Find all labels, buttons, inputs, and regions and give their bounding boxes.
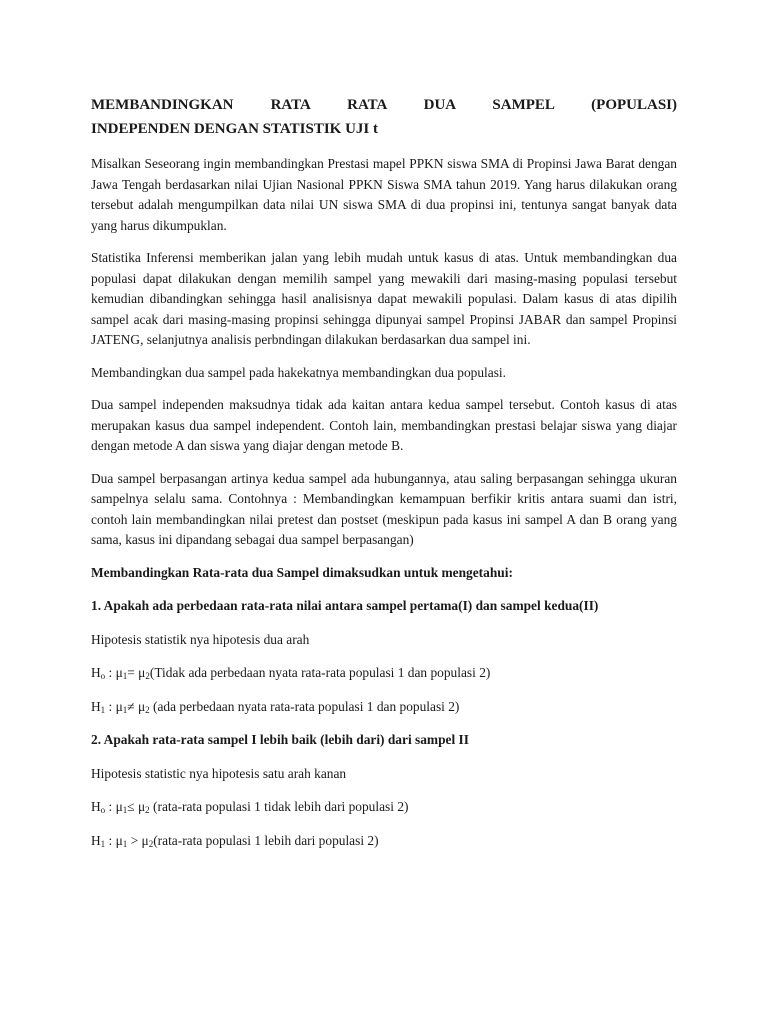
operator: ≤ μ [127, 799, 146, 814]
mu-symbol: : μ [105, 799, 123, 814]
title-line-1: MEMBANDINGKAN RATA RATA DUA SAMPEL (POPULASI) [91, 97, 677, 113]
question-1-h1 [91, 697, 677, 718]
mu-sub-2: 2 [145, 704, 150, 715]
question-1-h0 [91, 663, 677, 684]
document-page [91, 93, 677, 864]
question-2-heading: 2. Apakah rata-rata sampel I lebih baik (lebih dari) dari sampel II [91, 732, 469, 747]
h1-sub: 1 [100, 704, 106, 715]
h1-label: H [91, 832, 101, 848]
h1-label: H [91, 698, 101, 714]
mu-sub-1: 1 [122, 805, 128, 815]
question-2-intro: Hipotesis statistic nya hipotesis satu arah kanan [91, 765, 347, 781]
question-2-h0 [91, 797, 677, 818]
mu-symbol: : μ [105, 698, 123, 714]
h1-sub: 1 [100, 838, 106, 849]
h0-description: (Tidak ada perbedaan nyata rata-rata populasi 1 dan populasi 2) [149, 665, 491, 680]
h1-description: (rata-rata populasi 1 lebih dari populasi 2) [153, 832, 379, 848]
paragraph: Membandingkan dua sampel pada hakekatnya membandingkan dua populasi. [91, 364, 506, 380]
mu-sub-1: 1 [122, 671, 128, 681]
question-2-h1 [91, 831, 677, 852]
mu-sub-2: 2 [145, 805, 150, 815]
h1-description: (ada perbedaan nyata rata-rata populasi 1 dan populasi 2) [149, 698, 460, 714]
h0-label: H [91, 665, 101, 680]
h0-label: H [91, 799, 101, 814]
paragraph: Dua sampel independen maksudnya tidak ada kaitan antara kedua sampel tersebut. Contoh kasus di atas merupakan kasus dua sampel independent. Contoh lain, membandingkan prestasi belajar siswa yang diajar dengan metode A dan siswa yang diajar dengan metode B. [91, 397, 677, 453]
mu-sub-1: 1 [122, 838, 128, 849]
mu-sub-2: 2 [148, 838, 154, 849]
mu-symbol: : μ [105, 832, 123, 848]
title-line-2: INDEPENDEN DENGAN STATISTIK UJI t [91, 121, 378, 137]
operator: > μ [127, 832, 149, 848]
mu-sub-2: 2 [145, 671, 150, 681]
operator: = μ [127, 665, 146, 680]
operator: ≠ μ [127, 698, 146, 714]
h0-sub: o [100, 671, 106, 681]
paragraph: Statistika Inferensi memberikan jalan yang lebih mudah untuk kasus di atas. Untuk membandingkan dua populasi dapat dilakukan dengan memilih sampel yang mewakili dari masing-masing populasi tersebut kemudian dibandingkan sehingga hasil analisisnya dapat mewakili populasi. Dalam kasus di atas dipilih sampel acak dari masing-masing propinsi sehingga dipunyai sampel Propinsi JABAR dan sampel Propinsi JATENG, selanjutnya analisis perbndingan dilakukan berdasarkan dua sampel ini. [91, 250, 677, 347]
document-title [91, 93, 677, 141]
mu-symbol: : μ [105, 665, 123, 680]
paragraph: Misalkan Seseorang ingin membandingkan Prestasi mapel PPKN siswa SMA di Propinsi Jawa Barat dengan Jawa Tengah berdasarkan nilai Ujian Nasional PPKN Siswa SMA tahun 2019. Yang harus dilakukan orang tersebut adalah mengumpilkan data nilai UN siswa SMA di dua propinsi ini, tentunya sangat banyak data yang harus dikumpuklan. [91, 156, 677, 233]
section-heading: Membandingkan Rata-rata dua Sampel dimaksudkan untuk mengetahui: [91, 564, 513, 580]
mu-sub-1: 1 [122, 704, 128, 715]
question-1-heading: 1. Apakah ada perbedaan rata-rata nilai antara sampel pertama(I) dan sampel kedua(II) [91, 598, 599, 613]
h0-description: (rata-rata populasi 1 tidak lebih dari populasi 2) [149, 799, 409, 814]
paragraph: Dua sampel berpasangan artinya kedua sampel ada hubungannya, atau saling berpasangan sehingga ukuran sampelnya selalu sama. Contohnya : Membandingkan kemampuan berfikir kritis antara suami dan istri, contoh lain membandingkan nilai pretest dan postset (meskipun pada kasus ini sampel A dan B orang yang sama, kasus ini dipandang sebagai dua sampel berpasangan) [91, 470, 677, 547]
question-1-intro: Hipotesis statistik nya hipotesis dua arah [91, 631, 310, 647]
h0-sub: o [100, 805, 106, 815]
